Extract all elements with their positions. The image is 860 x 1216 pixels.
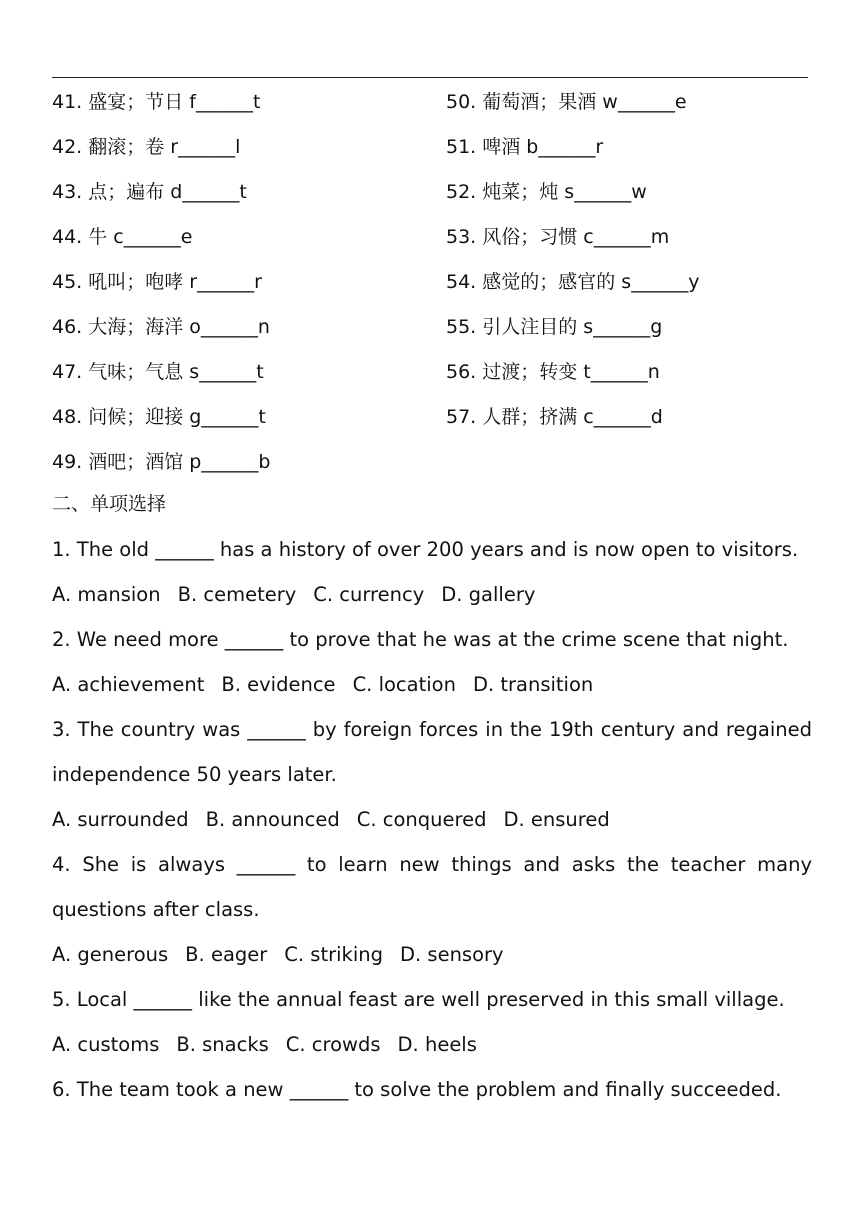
option-b: B. eager xyxy=(185,943,268,966)
vocab-item: 42. 翻滚；卷 r______l xyxy=(52,136,241,158)
question-stem-continued: independence 50 years later. xyxy=(52,763,337,786)
option-b: B. evidence xyxy=(221,673,336,696)
option-a: A. customs xyxy=(52,1033,160,1056)
vocab-item: 47. 气味；气息 s______t xyxy=(52,361,264,383)
option-a: A. surrounded xyxy=(52,808,189,831)
option-c: C. location xyxy=(352,673,456,696)
vocab-item: 50. 葡萄酒；果酒 w______e xyxy=(446,91,687,113)
vocab-item: 51. 啤酒 b______r xyxy=(446,136,604,158)
option-c: C. currency xyxy=(313,583,425,606)
option-c: C. striking xyxy=(284,943,383,966)
option-d: D. gallery xyxy=(441,583,536,606)
option-a: A. generous xyxy=(52,943,169,966)
top-rule xyxy=(52,77,808,78)
vocab-column-right xyxy=(446,80,699,440)
vocab-item: 45. 吼叫；咆哮 r______r xyxy=(52,271,262,293)
vocab-item: 49. 酒吧；酒馆 p______b xyxy=(52,451,271,473)
vocab-item: 48. 问候；迎接 g______t xyxy=(52,406,266,428)
vocab-item: 53. 风俗；习惯 c______m xyxy=(446,226,670,248)
question-stem: 3. The country was ______ by foreign forces in the 19th century and regained xyxy=(52,718,812,741)
vocab-item: 56. 过渡；转变 t______n xyxy=(446,361,660,383)
vocab-column-left xyxy=(52,80,270,485)
option-a: A. achievement xyxy=(52,673,205,696)
multiple-choice-section xyxy=(52,527,812,1112)
question-options xyxy=(52,797,812,842)
question-options xyxy=(52,1022,812,1067)
option-d: D. transition xyxy=(472,673,594,696)
vocab-item: 55. 引人注目的 s______g xyxy=(446,316,663,338)
option-d: D. heels xyxy=(397,1033,477,1056)
vocab-item: 43. 点；遍布 d______t xyxy=(52,181,247,203)
option-d: D. ensured xyxy=(503,808,610,831)
option-b: B. snacks xyxy=(176,1033,269,1056)
vocab-item: 52. 炖菜；炖 s______w xyxy=(446,181,647,203)
option-c: C. conquered xyxy=(356,808,487,831)
option-a: A. mansion xyxy=(52,583,161,606)
vocab-item: 57. 人群；挤满 c______d xyxy=(446,406,663,428)
question-options xyxy=(52,572,812,617)
question-options xyxy=(52,932,812,977)
option-b: B. cemetery xyxy=(177,583,297,606)
vocab-item: 41. 盛宴；节日 f______t xyxy=(52,91,261,113)
question-stem: 2. We need more ______ to prove that he was at the crime scene that night. xyxy=(52,628,789,651)
section-heading: 二、单项选择 xyxy=(52,493,167,515)
vocab-item: 46. 大海；海洋 o______n xyxy=(52,316,270,338)
option-c: C. crowds xyxy=(285,1033,381,1056)
question-stem: 5. Local ______ like the annual feast are well preserved in this small village. xyxy=(52,988,785,1011)
vocab-item: 44. 牛 c______e xyxy=(52,226,193,248)
option-d: D. sensory xyxy=(400,943,504,966)
question-stem: 1. The old ______ has a history of over 200 years and is now open to visitors. xyxy=(52,538,799,561)
vocab-item: 54. 感觉的；感官的 s______y xyxy=(446,271,700,293)
question-stem: 6. The team took a new ______ to solve the problem and finally succeeded. xyxy=(52,1078,782,1101)
question-stem-continued: questions after class. xyxy=(52,898,260,921)
option-b: B. announced xyxy=(205,808,340,831)
question-stem: 4. She is always ______ to learn new things and asks the teacher many xyxy=(52,853,812,876)
question-options xyxy=(52,662,812,707)
